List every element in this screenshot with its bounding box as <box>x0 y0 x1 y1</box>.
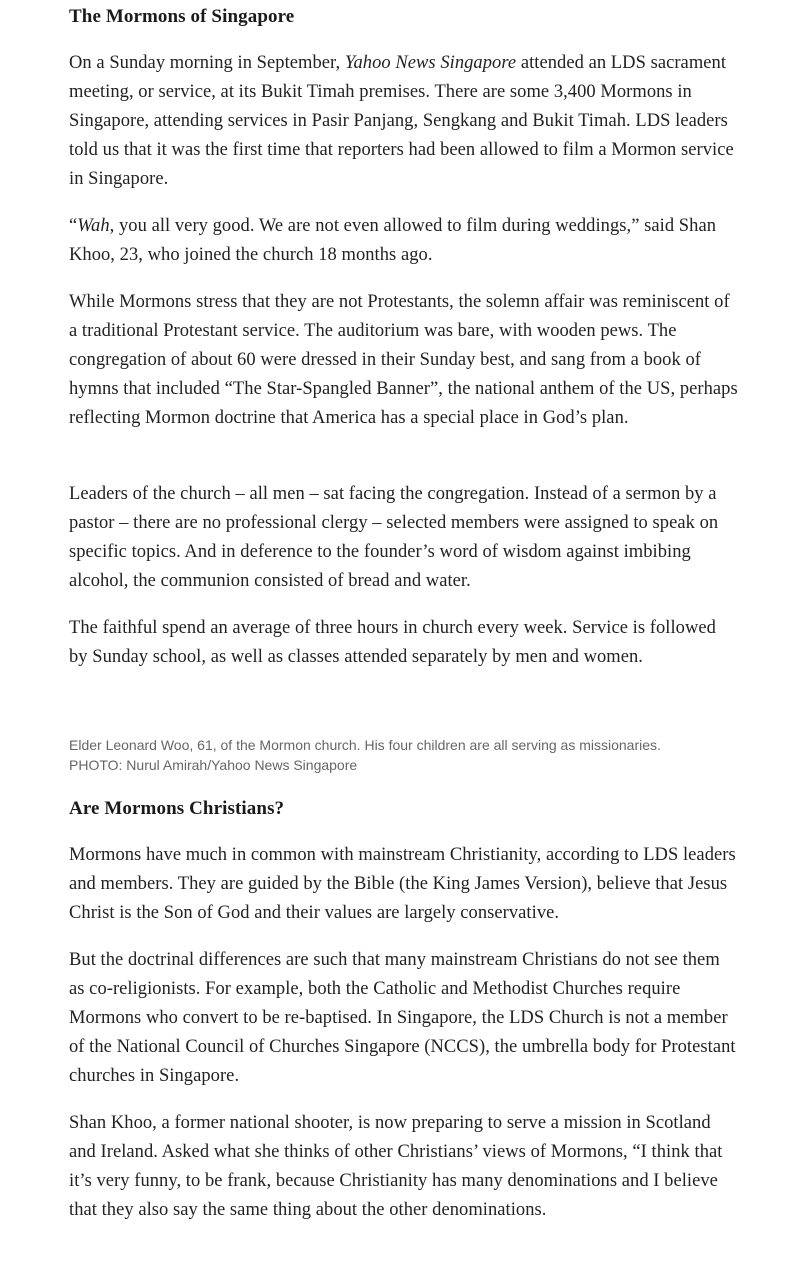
paragraph-common-ground: Mormons have much in common with mainstream Christianity, according to LDS leaders and members. They are guided by the Bible (the King James Version), believe that Jesus Christ is the Son of God and their values are largely conservative. <box>69 845 736 923</box>
paragraph-intro-rest: attended an LDS sacrament meeting, or service, at its Bukit Timah premises. There are some 3,400 Mormons in Singapore, attending services in Pasir Panjang, Sengkang and Bukit Timah. LDS leaders told us that it was the first time that reporters had been allowed to film a Mormon service in Singapore. <box>69 53 734 189</box>
paragraph-weekly-attendance: The faithful spend an average of three hours in church every week. Service is followed by Sunday school, as well as classes attended separately by men and women. <box>69 618 716 667</box>
publication-name: Yahoo News Singapore <box>344 53 517 73</box>
paragraph-intro <box>69 49 739 194</box>
paragraph-doctrinal-differences: But the doctrinal differences are such that many mainstream Christians do not see them as co-religionists. For example, both the Catholic and Methodist Churches require Mormons who convert to be re-baptised. In Singapore, the LDS Church is not a member of the National Council of Churches Singapore (NCCS), the umbrella body for Protestant churches in Singapore. <box>69 950 736 1086</box>
paragraph-quote-shan-khoo <box>69 212 739 270</box>
paragraph-intro-lead: On a Sunday morning in September, <box>69 53 345 73</box>
section-heading-are-mormons-christians: Are Mormons Christians? <box>69 798 285 819</box>
paragraph-shan-khoo-mission: Shan Khoo, a former national shooter, is now preparing to serve a mission in Scotland and Ireland. Asked what she thinks of other Christians’ views of Mormons, “I think that it’s very funny, to be frank, because Christianity has many denominations and I believe that they also say the same thing about the other denominations. <box>69 1113 723 1220</box>
quote-rest: , you all very good. We are not even allowed to film during weddings,” said Shan Khoo, 23, who joined the church 18 months ago. <box>69 216 717 265</box>
photo-credit: PHOTO: Nurul Amirah/Yahoo News Singapore <box>69 757 358 773</box>
section-heading-mormons-of-singapore: The Mormons of Singapore <box>69 6 295 27</box>
photo-caption <box>69 735 661 775</box>
quote-open-mark: “ <box>69 216 78 236</box>
paragraph-church-leaders: Leaders of the church – all men – sat facing the congregation. Instead of a sermon by a pastor – there are no professional clergy – selected members were assigned to speak on specific topics. And in deference to the founder’s word of wisdom against imbibing alcohol, the communion consisted of bread and water. <box>69 484 719 591</box>
quote-exclamation: Wah <box>77 216 110 236</box>
paragraph-service-description: While Mormons stress that they are not Protestants, the solemn affair was reminiscent of a traditional Protestant service. The auditorium was bare, with wooden pews. The congregation of about 60 were dressed in their Sunday best, and sang from a book of hymns that included “The Star-Spangled Banner”, the national anthem of the US, perhaps reflecting Mormon doctrine that America has a special place in God’s plan. <box>69 292 738 428</box>
photo-caption-text: Elder Leonard Woo, 61, of the Mormon church. His four children are all serving as missionaries. <box>69 737 661 753</box>
